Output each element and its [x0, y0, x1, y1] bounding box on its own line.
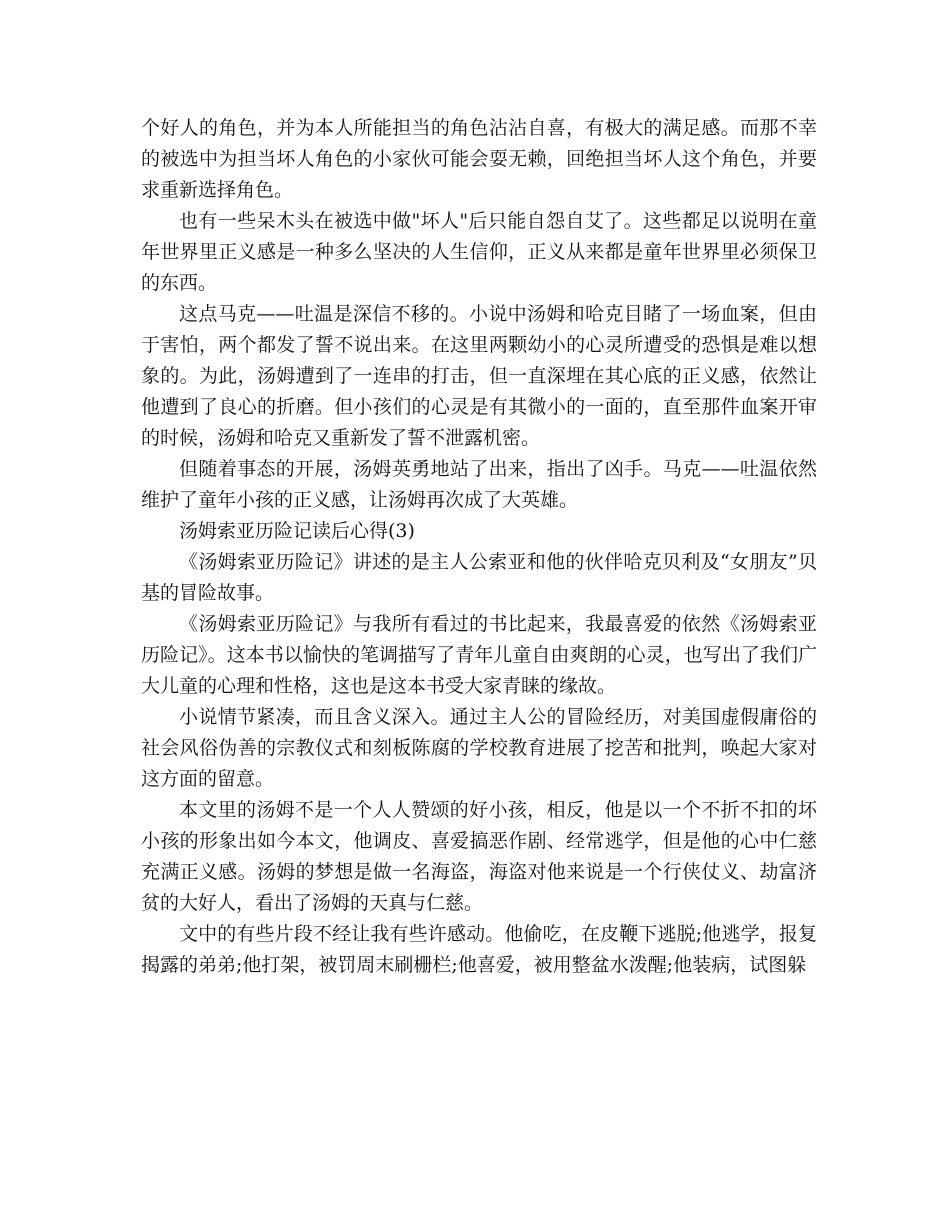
- paragraph-continued: 个好人的角色，并为本人所能担当的角色沾沾自喜，有极大的满足感。而那不幸的被选中为担当坏人角色的小家伙可能会耍无赖，回绝担当坏人这个角色，并要求重新选择角色。: [141, 117, 817, 201]
- paragraph: 本文里的汤姆不是一个人人赞颂的好小孩，相反，他是以一个不折不扣的坏小孩的形象出如今本文，他调皮、喜爱搞恶作剧、经常逃学，但是他的心中仁慈充满正义感。汤姆的梦想是做一名海盗，海盗对他来说是一个行侠仗义、劫富济贫的大好人，看出了汤姆的天真与仁慈。: [141, 799, 817, 914]
- paragraph: 但随着事态的开展，汤姆英勇地站了出来，指出了凶手。马克——吐温依然维护了童年小孩的正义感，让汤姆再次成了大英雄。: [141, 458, 817, 511]
- paragraph: 小说情节紧凑，而且含义深入。通过主人公的冒险经历，对美国虚假庸俗的社会风俗伪善的宗教仪式和刻板陈腐的学校教育进展了挖苦和批判，唤起大家对这方面的留意。: [141, 706, 817, 790]
- section-heading: 汤姆索亚历险记读后心得(3): [179, 520, 415, 542]
- paragraph: 这点马克——吐温是深信不移的。小说中汤姆和哈克目睹了一场血案，但由于害怕，两个都发了誓不说出来。在这里两颗幼小的心灵所遭受的恐惧是难以想象的。为此，汤姆遭到了一连串的打击，但一直深埋在其心底的正义感，依然让他遭到了良心的折磨。但小孩们的心灵是有其微小的一面的，直至那件血案开审的时候，汤姆和哈克又重新发了誓不泄露机密。: [141, 303, 817, 449]
- document-page: [141, 113, 817, 981]
- paragraph: 《汤姆索亚历险记》讲述的是主人公索亚和他的伙伴哈克贝利及“女朋友”贝基的冒险故事。: [141, 551, 817, 604]
- paragraph: 《汤姆索亚历险记》与我所有看过的书比起来，我最喜爱的依然《汤姆索亚历险记》。这本书以愉快的笔调描写了青年儿童自由爽朗的心灵，也写出了我们广大儿童的心理和性格，这也是这本书受大家青睐的缘故。: [141, 613, 817, 697]
- paragraph: 也有一些呆木头在被选中做"坏人"后只能自怨自艾了。这些都足以说明在童年世界里正义感是一种多么坚决的人生信仰，正义从来都是童年世界里必须保卫的东西。: [141, 210, 817, 294]
- paragraph: 文中的有些片段不经让我有些许感动。他偷吃，在皮鞭下逃脱;他逃学，报复揭露的弟弟;他打架，被罚周末刷栅栏;他喜爱，被用整盆水泼醒;他装病，试图躲: [141, 923, 817, 976]
